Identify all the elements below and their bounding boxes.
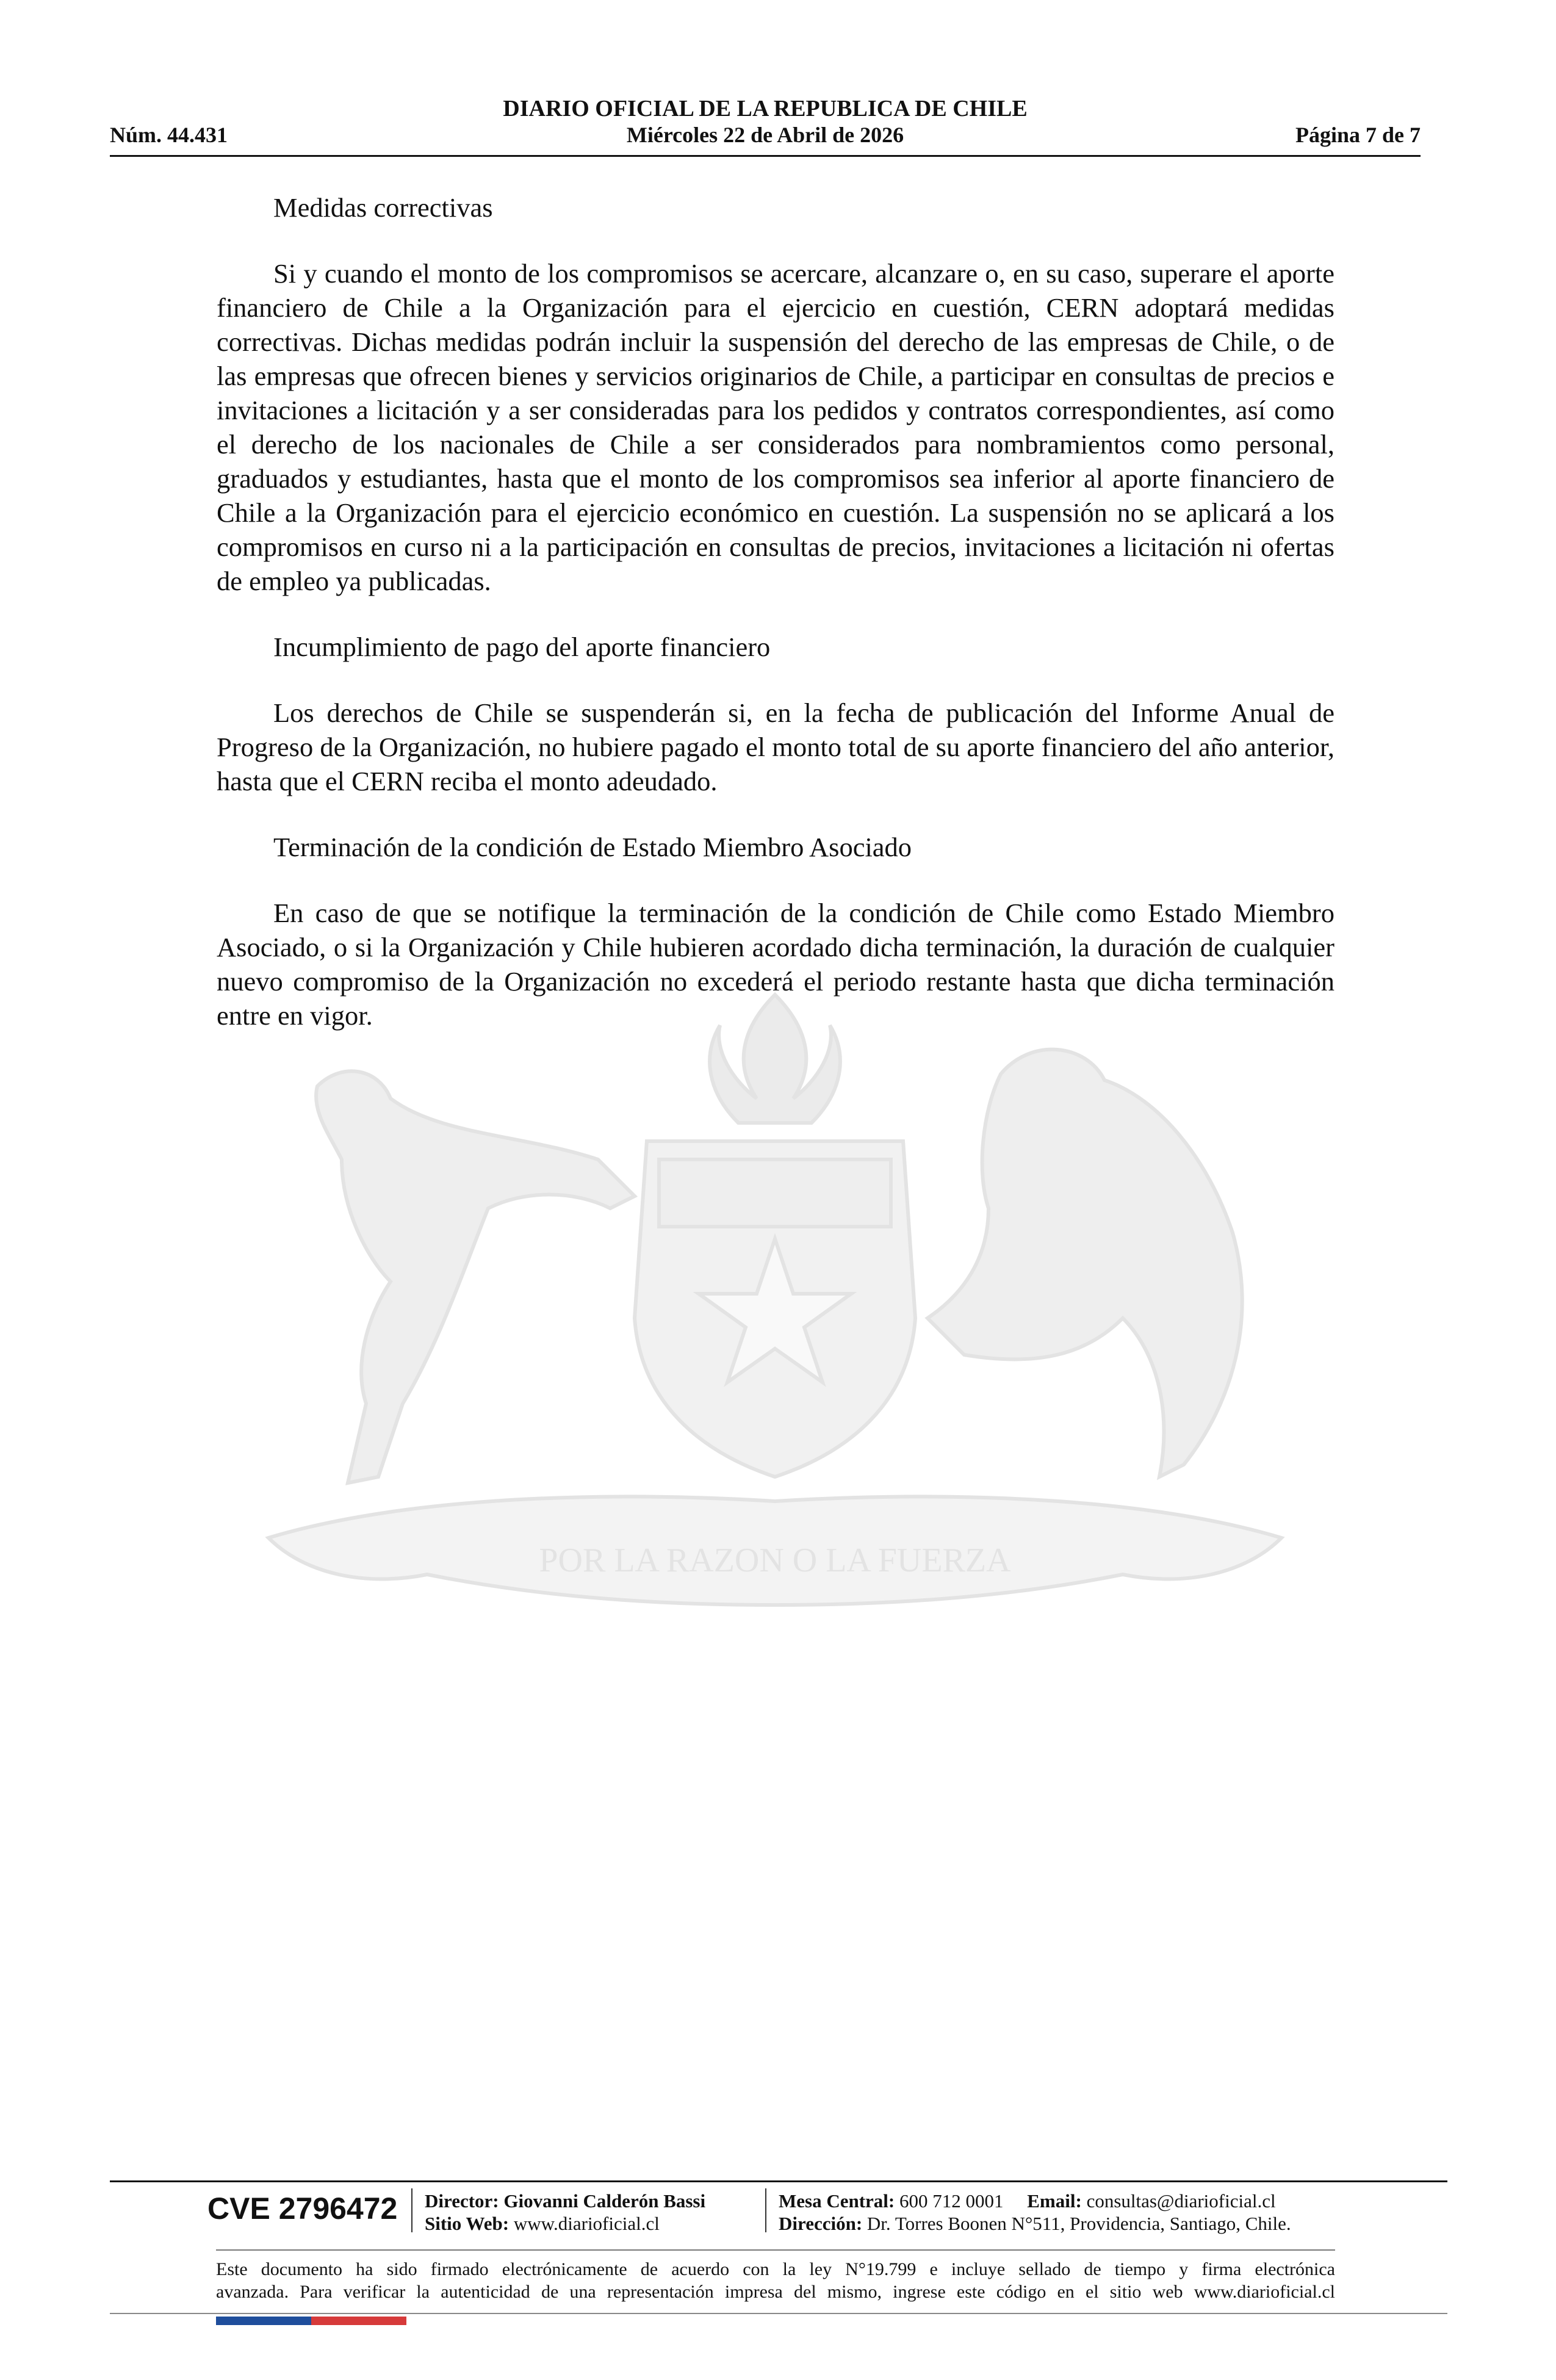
section-heading: Medidas correctivas bbox=[273, 192, 493, 223]
director-line bbox=[425, 2190, 705, 2212]
address-text: Dr. Torres Boonen N°511, Providencia, Santiago, Chile. bbox=[866, 2213, 1291, 2234]
mesa-central-number: 600 712 0001 bbox=[899, 2190, 1004, 2212]
footer-divider-bottom bbox=[110, 2313, 1447, 2314]
mesa-central-label: Mesa Central: bbox=[779, 2190, 895, 2212]
email-link[interactable]: consultas@diarioficial.cl bbox=[1086, 2190, 1276, 2212]
email-label: Email: bbox=[1027, 2190, 1082, 2212]
section-heading: Incumplimiento de pago del aporte financiero bbox=[273, 632, 771, 662]
legal-line-2: avanzada. Para verificar la autenticidad de una representación impresa del mismo, ingrese este código en el sitio web www.diarioficial.cl bbox=[216, 2282, 1335, 2302]
page-header bbox=[110, 93, 1421, 154]
director-label: Director: bbox=[425, 2190, 499, 2212]
footer-divider-mid bbox=[216, 2249, 1335, 2251]
flag-stripe-red bbox=[311, 2317, 406, 2325]
paper-name: DIARIO OFICIAL DE LA REPUBLICA DE CHILE bbox=[503, 96, 1028, 121]
address-line bbox=[779, 2212, 1291, 2235]
director-block bbox=[425, 2190, 705, 2235]
address-label: Dirección: bbox=[779, 2213, 863, 2234]
flag-stripe-blue bbox=[216, 2317, 311, 2325]
footer-separator bbox=[765, 2188, 766, 2232]
legal-line-1: Este documento ha sido firmado electrónicamente de acuerdo con la ley N°19.799 e incluye sellado de tiempo y firma electrónica bbox=[216, 2259, 1335, 2279]
legal-notice bbox=[216, 2258, 1335, 2303]
website-label: Sitio Web: bbox=[425, 2213, 510, 2234]
coat-of-arms-icon bbox=[207, 976, 1342, 1672]
document-body bbox=[217, 190, 1334, 1064]
issue-number: Núm. 44.431 bbox=[110, 123, 228, 147]
motto-text: POR LA RAZON O LA FUERZA bbox=[539, 1542, 1011, 1579]
footer-divider-top bbox=[110, 2180, 1447, 2182]
section-paragraph: Los derechos de Chile se suspenderán si, en la fecha de publicación del Informe Anual de Progreso de la Organización, no hubiere pagado el monto total de su aporte financiero del año anterior, hasta que el CERN reciba el monto adeudado. bbox=[217, 698, 1334, 796]
website-link[interactable]: www.diarioficial.cl bbox=[513, 2213, 660, 2234]
contact-block bbox=[779, 2190, 1291, 2235]
section-paragraph: Si y cuando el monto de los compromisos se acercare, alcanzare o, en su caso, superare el aporte financiero de Chile a la Organización para el ejercicio en cuestión, CERN adoptará medidas correctivas. Dichas medidas podrán incluir la suspensión del derecho de las empresas de Chile, o de las empresas que ofrecen bienes y servicios originarios de Chile, a participar en consultas de precios e invitaciones a licitación y a ser consideradas para los pedidos y contratos correspondientes, así como el derecho de los nacionales de Chile a ser considerados para nombramientos como personal, graduados y estudiantes, hasta que el monto de los compromisos sea inferior al aporte financiero de Chile a la Organización para el ejercicio económico en cuestión. La suspensión no se aplicará a los compromisos en curso ni a la participación en consultas de precios, invitaciones a licitación ni ofertas de empleo ya publicadas. bbox=[217, 258, 1334, 596]
issue-date: Miércoles 22 de Abril de 2026 bbox=[626, 123, 904, 147]
section-heading: Terminación de la condición de Estado Miembro Asociado bbox=[273, 832, 912, 862]
page-number: Página 7 de 7 bbox=[1295, 123, 1421, 147]
website-line bbox=[425, 2212, 705, 2235]
contact-line bbox=[779, 2190, 1291, 2212]
section-paragraph: En caso de que se notifique la terminación de la condición de Chile como Estado Miembro Asociado, o si la Organización y Chile hubieren acordado dicha terminación, la duración de cualquier nuevo compromiso de la Organización no excederá el periodo restante hasta que dicha terminación entre en vigor. bbox=[217, 898, 1334, 1031]
cve-code: CVE 2796472 bbox=[207, 2191, 398, 2226]
director-name: Giovanni Calderón Bassi bbox=[503, 2190, 706, 2212]
header-divider bbox=[110, 155, 1421, 157]
footer-separator bbox=[411, 2188, 412, 2232]
